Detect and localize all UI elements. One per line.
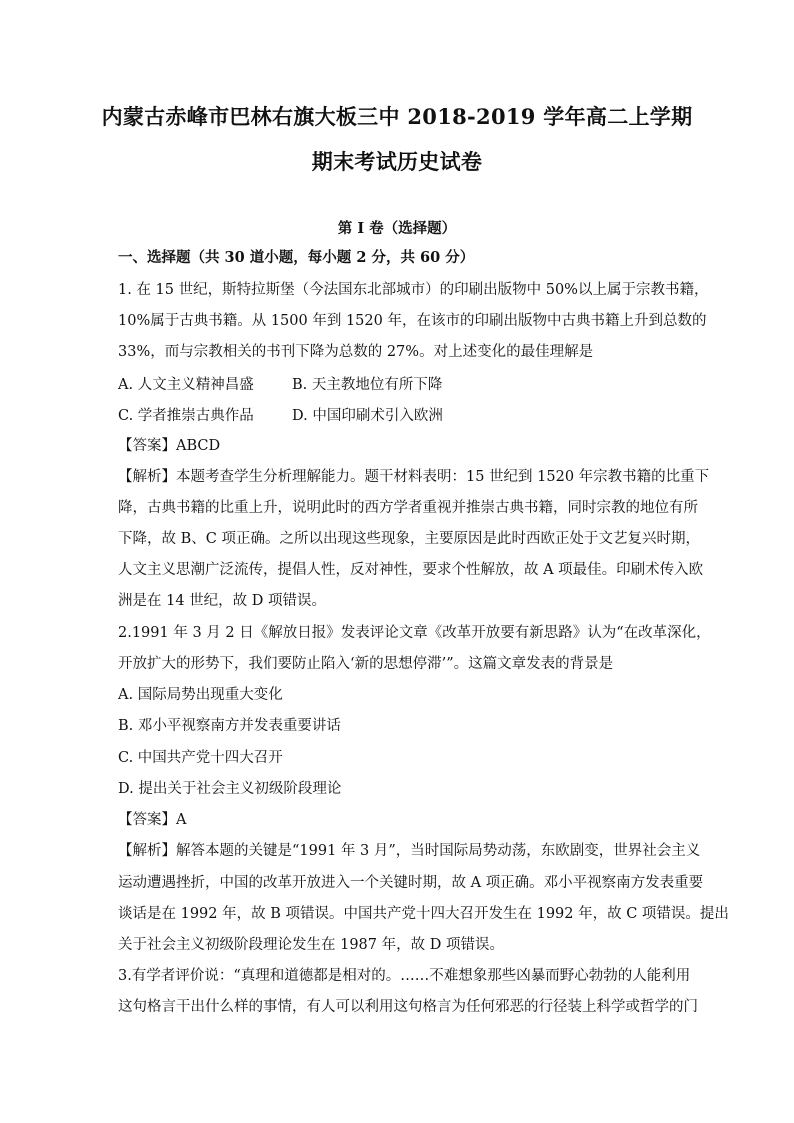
- q2-option-a: A. 国际局势出现重大变化: [118, 687, 283, 703]
- q1-options-row-2: [118, 404, 443, 425]
- q1-analysis-line-2: 降，古典书籍的比重上升，说明此时的西方学者重视并推崇古典书籍，同时宗教的地位有所: [118, 500, 698, 516]
- section-heading: 一、选择题（共 30 道小题，每小题 2 分，共 60 分）: [118, 249, 475, 266]
- q1-answer: 【答案】ABCD: [118, 438, 221, 454]
- q2-option-b: B. 邓小平视察南方并发表重要讲话: [118, 718, 341, 734]
- q2-option-d: D. 提出关于社会主义初级阶段理论: [118, 781, 342, 797]
- q1-analysis-line-4: 人文主义思潮广泛流传，提倡人性，反对神性，要求个性解放，故 A 项最佳。印刷术传入欧: [118, 562, 704, 578]
- q1-option-a: A. 人文主义精神昌盛: [118, 377, 254, 393]
- q2-analysis-line-2: 运动遭遇挫折，中国的改革开放进入一个关键时期，故 A 项正确。邓小平视察南方发表重要: [118, 875, 704, 891]
- q1-option-b: B. 天主教地位有所下降: [292, 377, 443, 393]
- q2-stem-line-1: 2.1991 年 3 月 2 日《解放日报》发表评论文章《改革开放要有新思路》认为“在改革深化，: [118, 625, 711, 641]
- volume-label: 第 I 卷（选择题）: [337, 220, 457, 237]
- q1-analysis-line-3: 下降，故 B、C 项正确。之所以出现这些现象，主要原因是此时西欧正处于文艺复兴时期，: [118, 531, 700, 547]
- q3-stem-line-1: 3.有学者评价说：“真理和道德都是相对的。……不难想象那些凶暴而野心勃勃的人能利用: [118, 968, 691, 984]
- q3-stem-line-2: 这句格言干出什么样的事情，有人可以利用这句格言为任何邪恶的行径装上科学或哲学的门: [118, 999, 698, 1015]
- q1-stem-line-2: 10%属于古典书籍。从 1500 年到 1520 年，在该市的印刷出版物中古典书籍上升到总数的: [118, 313, 707, 329]
- q1-analysis-line-1: 【解析】本题考查学生分析理解能力。题干材料表明：15 世纪到 1520 年宗教书籍的比重下: [118, 469, 710, 485]
- q2-answer: 【答案】A: [118, 812, 187, 828]
- q2-stem-line-2: 开放扩大的形势下，我们要防止陷入‘新的思想停滞’”。这篇文章发表的背景是: [118, 656, 614, 672]
- document-title-line-2: 期末考试历史试卷: [311, 149, 483, 174]
- q2-analysis-line-1: 【解析】解答本题的关键是“1991 年 3 月”，当时国际局势动荡，东欧剧变，世界社会主义: [118, 843, 701, 859]
- q1-stem-line-1: 1. 在 15 世纪，斯特拉斯堡（今法国东北部城市）的印刷出版物中 50%以上属于宗教书籍，: [118, 282, 709, 298]
- q1-stem-line-3: 33%，而与宗教相关的书刊下降为总数的 27%。对上述变化的最佳理解是: [118, 344, 594, 360]
- q1-options-row-1: [118, 373, 442, 394]
- q2-option-c: C. 中国共产党十四大召开: [118, 750, 283, 766]
- q1-option-c: C. 学者推崇古典作品: [118, 408, 254, 424]
- q1-analysis-line-5: 洲是在 14 世纪，故 D 项错误。: [118, 593, 327, 609]
- q2-analysis-line-4: 关于社会主义初级阶段理论发生在 1987 年，故 D 项错误。: [118, 937, 504, 953]
- q2-analysis-line-3: 谈话是在 1992 年，故 B 项错误。中国共产党十四大召开发生在 1992 年，故 C 项错误。提出: [118, 906, 729, 922]
- document-title-line-1: 内蒙古赤峰市巴林右旗大板三中 2018-2019 学年高二上学期: [101, 104, 693, 129]
- q1-option-d: D. 中国印刷术引入欧洲: [292, 408, 443, 424]
